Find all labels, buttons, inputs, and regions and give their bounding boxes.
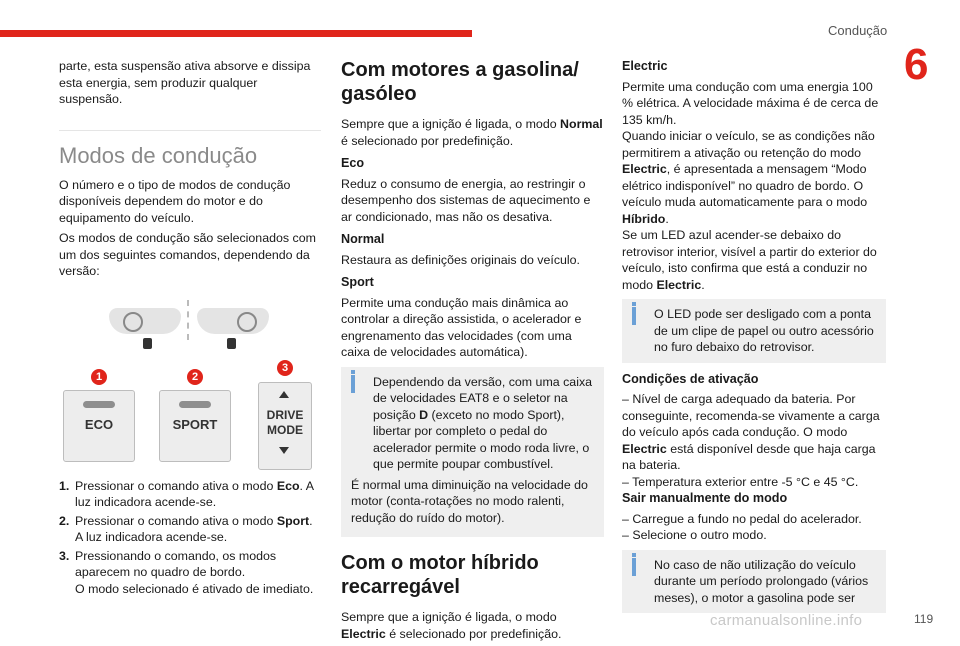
list-item: 1. Pressionar o comando ativa o modo Eco. A luz indicadora acende-se. bbox=[59, 478, 314, 509]
arrow-down-icon bbox=[279, 447, 289, 454]
console-left-illustration bbox=[109, 308, 181, 334]
paragraph-modes-1: O número e o tipo de modos de condução disponíveis dependem do motor e do equipamento do veículo. bbox=[59, 177, 291, 225]
subheading-eco: Eco bbox=[341, 156, 365, 170]
info-note-led: O LED pode ser desligado com a ponta de um clipe de papel ou outro acessório no furo debaixo do retrovisor. bbox=[622, 299, 886, 363]
section-heading-petrol: Com motores a gasolina/ gasóleo bbox=[341, 59, 579, 105]
column-1 bbox=[59, 58, 321, 599]
steering-wheel-icon bbox=[123, 312, 143, 332]
button-icon bbox=[143, 338, 152, 349]
info-icon bbox=[632, 302, 636, 306]
exit-2: – Selecione o outro modo. bbox=[622, 528, 767, 542]
paragraph-eco: Reduz o consumo de energia, ao restringir o desempenho dos sistemas de aquecimento e ar condicionado, mas não os desativa. bbox=[341, 176, 591, 224]
subheading-conditions: Condições de ativação bbox=[622, 371, 759, 386]
paragraph-electric-1: Permite uma condução com uma energia 100 % elétrica. A velocidade máxima é de cerca de 135 km/h. bbox=[622, 79, 879, 127]
badge-1: 1 bbox=[91, 369, 107, 385]
drive-mode-label-1: DRIVE bbox=[266, 407, 304, 422]
subheading-normal: Normal bbox=[341, 232, 385, 246]
sport-button[interactable] bbox=[159, 390, 231, 462]
section-heading-modes: Modos de condução bbox=[59, 130, 321, 169]
info-icon-bar bbox=[351, 375, 355, 393]
eco-button[interactable] bbox=[63, 390, 135, 462]
paragraph-electric-2: Quando iniciar o veículo, se as condições não permitirem a ativação ou retenção do modo Electric, é apresentada a mensagem “Modo elétrico indisponível” no quadro de bordo. O veículo muda automaticamente para o modo Híbrido. bbox=[622, 129, 875, 226]
drive-mode-label-2: MODE bbox=[267, 422, 303, 437]
paragraph-electric-3: Se um LED azul acender-se debaixo do retrovisor interior, visível a partir do exterior do veículo, isto confirma que está a conduzir no modo Electric. bbox=[622, 228, 877, 292]
paragraph-sport: Permite uma condução mais dinâmica ao controlar a direção assistida, o acelerador e engrenamento das velocidades (com uma caixa de velocidades automática). bbox=[341, 295, 582, 359]
paragraph-hybrid: Sempre que a ignição é ligada, o modo Electric é selecionado por predefinição. bbox=[341, 610, 562, 641]
paragraph-normal: Restaura as definições originais do veículo. bbox=[341, 252, 580, 267]
steering-wheel-icon bbox=[237, 312, 257, 332]
section-heading-hybrid: Com o motor híbrido recarregável bbox=[341, 552, 539, 598]
indicator-light bbox=[83, 401, 115, 408]
eco-button-label: ECO bbox=[84, 416, 114, 432]
condition-1: – Nível de carga adequado da bateria. Por conseguinte, recomenda-se vivamente a carga do veículo após cada condução. O modo Electric está disponível desde que haja carga na bateria. bbox=[622, 392, 880, 472]
paragraph-petrol: Sempre que a ignição é ligada, o modo Normal é selecionado por predefinição. bbox=[341, 117, 603, 148]
condition-2: – Temperatura exterior entre -5 °C e 45 °C. bbox=[622, 474, 859, 489]
info-icon-bar bbox=[632, 558, 636, 576]
watermark: carmanualsonline.info bbox=[710, 612, 863, 629]
column-3 bbox=[622, 58, 886, 621]
header-title: Condução bbox=[828, 23, 888, 38]
subheading-sport: Sport bbox=[341, 275, 374, 289]
drive-mode-toggle[interactable] bbox=[258, 382, 312, 470]
list-item: 3. Pressionando o comando, os modos aparecem no quadro de bordo. O modo selecionado é ativado de imediato. bbox=[59, 548, 314, 596]
info-icon bbox=[632, 553, 636, 557]
divider bbox=[187, 300, 190, 340]
indicator-light bbox=[179, 401, 211, 408]
top-accent-bar bbox=[0, 30, 472, 37]
list-item: 2. Pressionar o comando ativa o modo Sport. A luz indicadora acende-se. bbox=[59, 513, 313, 544]
info-icon-bar bbox=[632, 307, 636, 325]
paragraph-intro: parte, esta suspensão ativa absorve e dissipa esta energia, sem produzir qualquer suspensão. bbox=[59, 59, 311, 106]
column-2 bbox=[341, 58, 604, 646]
sport-button-label: SPORT bbox=[172, 416, 218, 432]
page-number: 119 bbox=[914, 612, 934, 626]
mode-buttons-illustration bbox=[59, 292, 321, 470]
info-note: Dependendo da versão, com uma caixa de velocidades EAT8 e o seletor na posição D (exceto no modo Sport), libertar por completo o pedal do acelerador permite o modo roda livre, o que permite poupar combustível. É normal uma diminuição na velocidade do motor (conta-rotações no modo ralenti, redução do ruído do motor). bbox=[341, 367, 604, 538]
subheading-electric: Electric bbox=[622, 59, 668, 73]
button-icon bbox=[227, 338, 236, 349]
console-right-illustration bbox=[197, 308, 269, 334]
info-note-storage: No caso de não utilização do veículo durante um período prolongado (vários meses), o motor a gasolina pode ser bbox=[622, 550, 886, 614]
info-icon bbox=[351, 370, 355, 374]
paragraph-modes-2: Os modos de condução são selecionados com um dos seguintes comandos, dependendo da versão: bbox=[59, 231, 316, 278]
chapter-number: 6 bbox=[904, 40, 929, 89]
subheading-exit: Sair manualmente do modo bbox=[622, 491, 788, 505]
badge-2: 2 bbox=[187, 369, 203, 385]
steps-list bbox=[59, 478, 321, 598]
exit-1: – Carregue a fundo no pedal do acelerador. bbox=[622, 511, 862, 526]
arrow-up-icon bbox=[279, 391, 289, 398]
badge-3: 3 bbox=[277, 360, 293, 376]
